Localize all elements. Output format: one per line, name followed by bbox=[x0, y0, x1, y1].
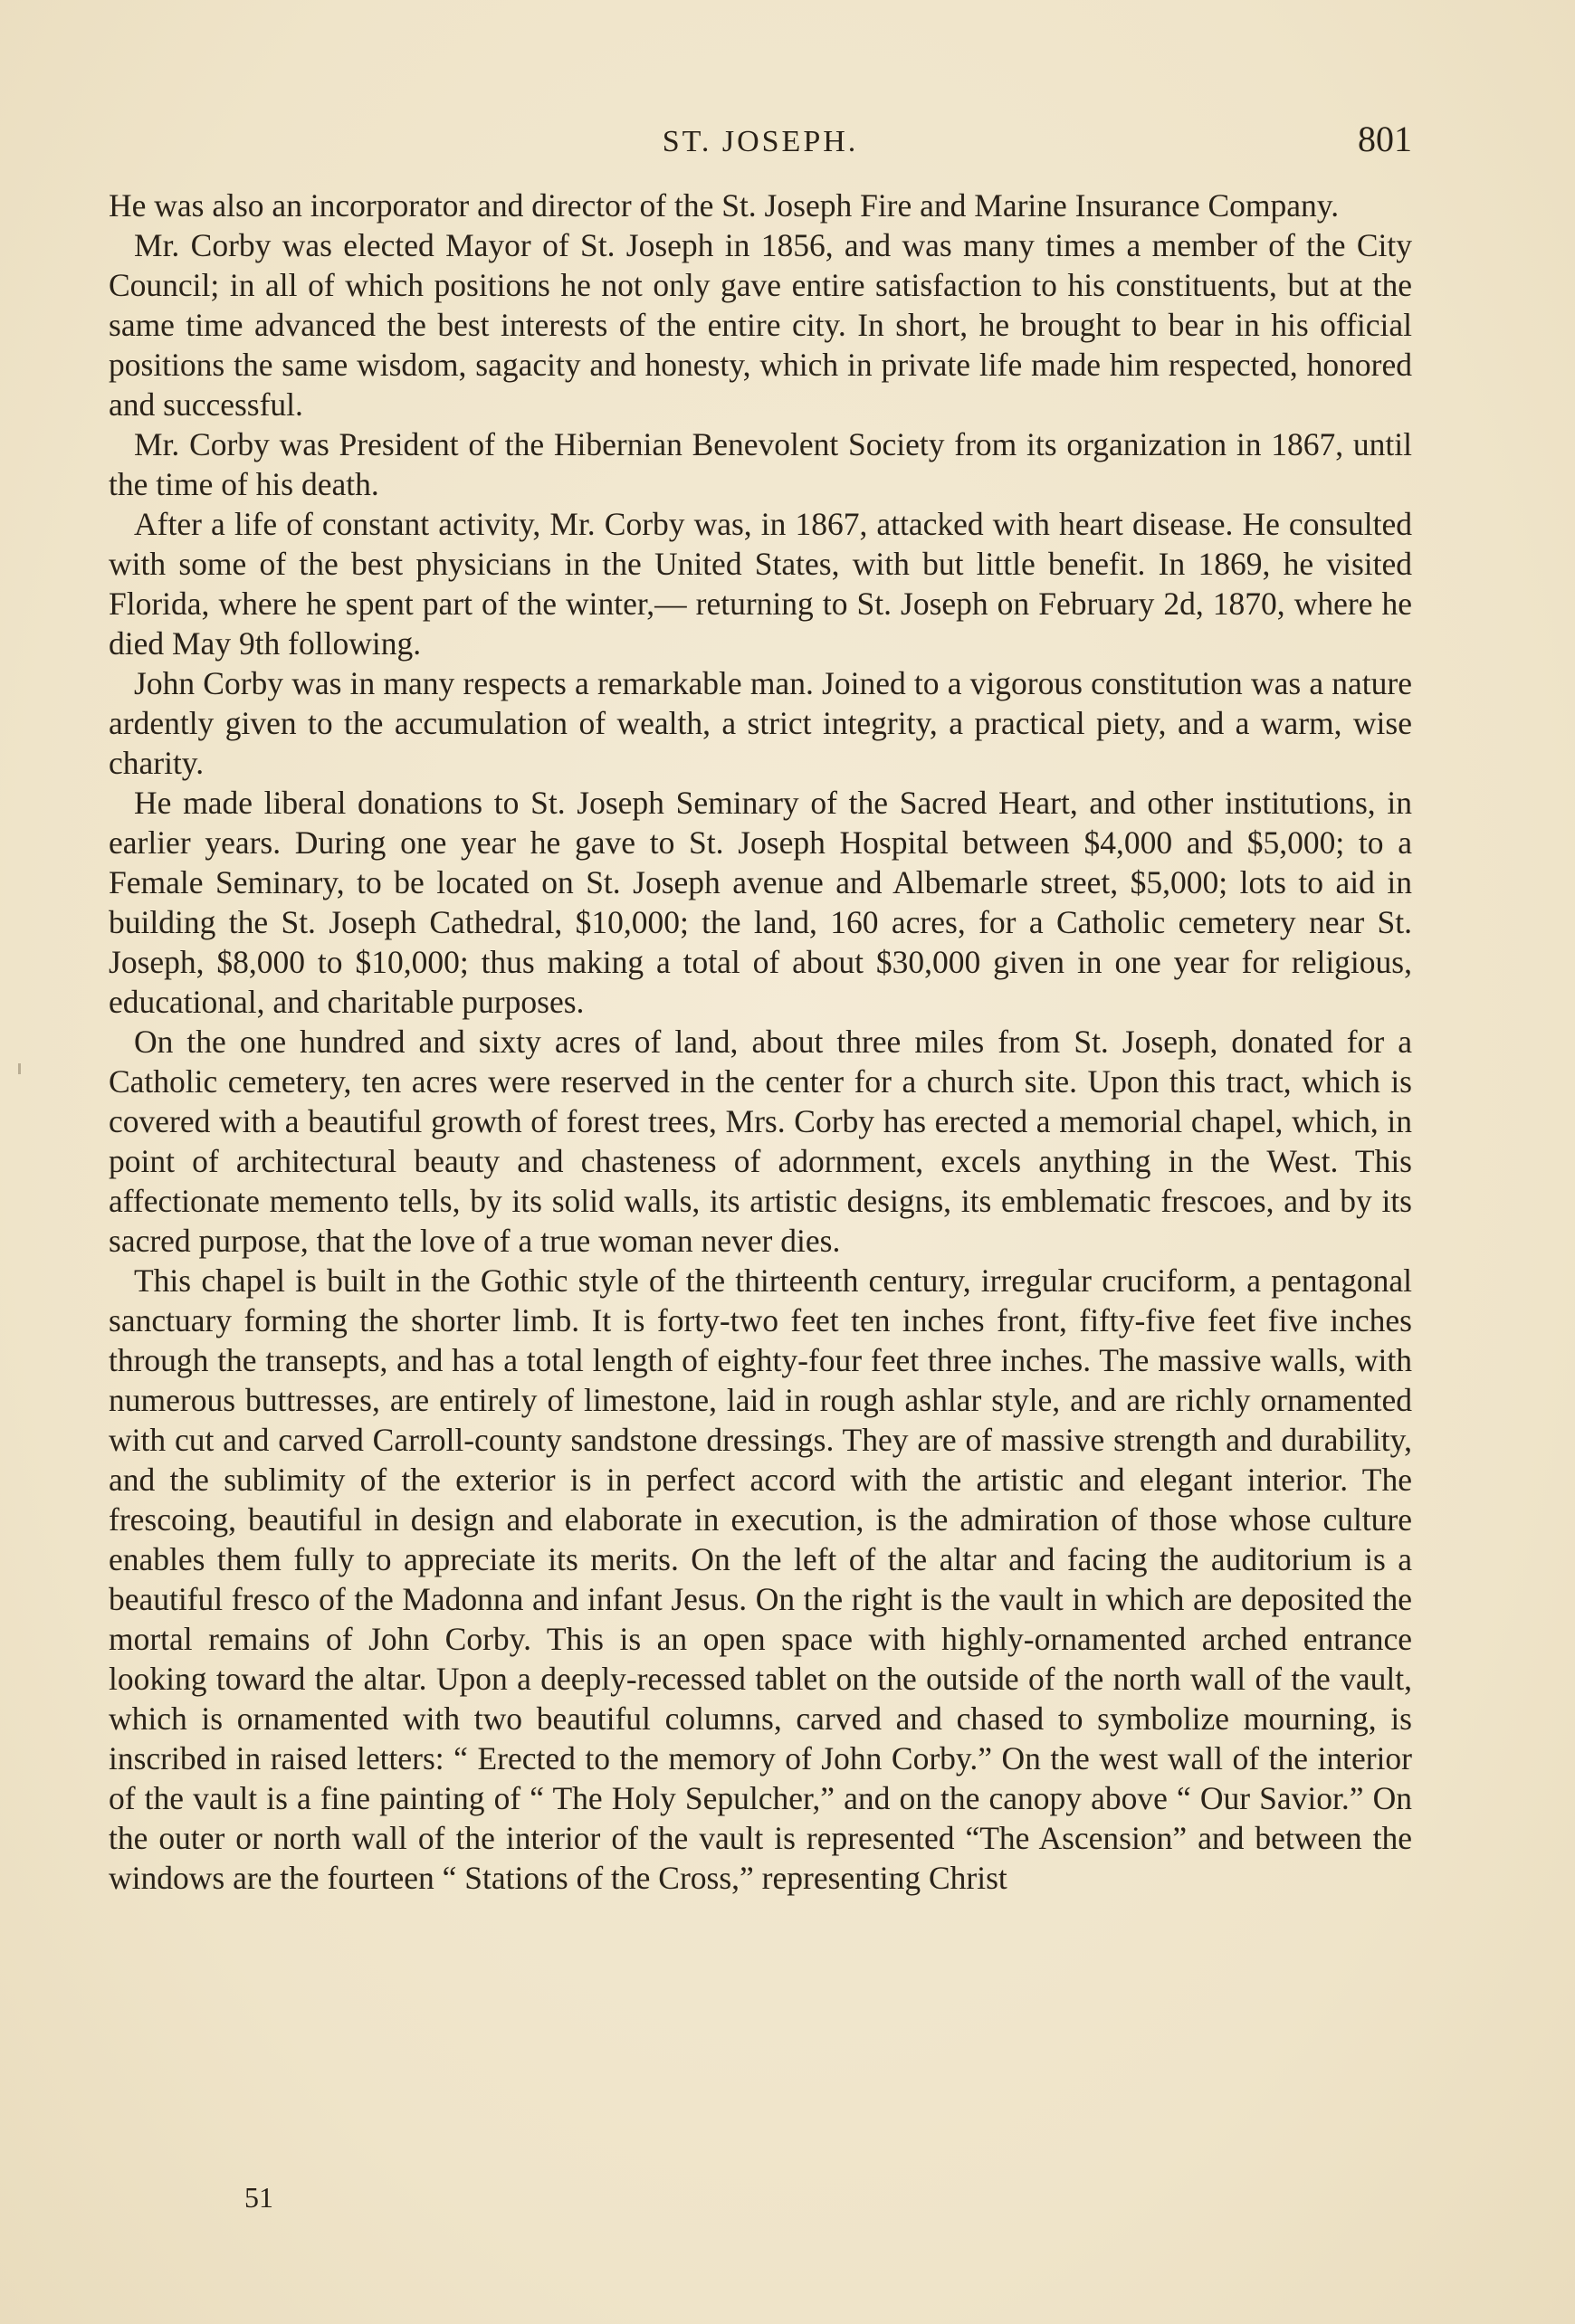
signature-mark: 51 bbox=[244, 2181, 273, 2214]
paragraph-chapel-description: This chapel is built in the Gothic style of the thirteenth century, irregular cruciform, a pentagonal sanctuary forming the shorter limb. It is forty-two feet ten inches front, fifty-five feet five inches through the transepts, and has a total length of eighty-four feet three inches. The massive walls, with numerous buttresses, are entirely of limestone, laid in rough ashlar style, and are richly ornamented with cut and carved Carroll-county sandstone dressings. They are of massive strength and durability, and the sublimity of the exterior is in perfect accord with the artistic and elegant interior. The frescoing, beautiful in design and elaborate in execution, is the admiration of those whose culture enables them fully to appreciate its merits. On the left of the altar and facing the auditorium is a beautiful fresco of the Madonna and infant Jesus. On the right is the vault in which are deposited the mortal remains of John Corby. This is an open space with highly-ornamented arched entrance looking toward the altar. Upon a deeply-recessed tablet on the outside of the north wall of the vault, which is ornamented with two beautiful columns, carved and chased to symbolize mourning, is inscribed in raised letters: “ Erected to the memory of John Corby.” On the west wall of the interior of the vault is a fine painting of “ The Holy Sepulcher,” and on the canopy above “ Our Savior.” On the outer or north wall of the interior of the vault is represented “The Ascension” and between the windows are the fourteen “ Stations of the Cross,” representing Christ bbox=[109, 1262, 1412, 1896]
body-text bbox=[109, 186, 1412, 1898]
paragraph-incorporator: He was also an incorporator and director of the St. Joseph Fire and Marine Insurance Company. bbox=[109, 187, 1340, 224]
paragraph-mayor: Mr. Corby was elected Mayor of St. Joseph in 1856, and was many times a member of the City Council; in all of which positions he not only gave entire satisfaction to his constituents, but at the same time advanced the best interests of the entire city. In short, he brought to bear in his official positions the same wisdom, sagacity and honesty, which in private life made him respected, honored and successful. bbox=[109, 227, 1412, 423]
paragraph-illness-and-death: After a life of constant activity, Mr. Corby was, in 1867, attacked with heart disease. He consulted with some of the best physicians in the United States, with but little benefit. In 1869, he visited Florida, where he spent part of the winter,— returning to St. Joseph on February 2d, 1870, where he died May 9th following. bbox=[109, 506, 1412, 662]
paragraph-donations: He made liberal donations to St. Joseph Seminary of the Sacred Heart, and other institutions, in earlier years. During one year he gave to St. Joseph Hospital between $4,000 and $5,000; to a Female Seminary, to be located on St. Joseph avenue and Albemarle street, $5,000; lots to aid in building the St. Joseph Cathedral, $10,000; the land, 160 acres, for a Catholic cemetery near St. Joseph, $8,000 to $10,000; thus making a total of about $30,000 given in one year for religious, educational, and charitable purposes. bbox=[109, 785, 1412, 1020]
running-title: ST. JOSEPH. bbox=[662, 125, 859, 158]
margin-speck bbox=[18, 1063, 21, 1074]
paragraph-memorial-chapel: On the one hundred and sixty acres of land, about three miles from St. Joseph, donated for a Catholic cemetery, ten acres were reserved in the center for a church site. Upon this tract, which is covered with a beautiful growth of forest trees, Mrs. Corby has erected a memorial chapel, which, in point of architectural beauty and chasteness of adornment, excels anything in the West. This affectionate memento tells, by its solid walls, its artistic designs, its emblematic frescoes, and by its sacred purpose, that the love of a true woman never dies. bbox=[109, 1024, 1412, 1259]
running-head bbox=[109, 118, 1412, 172]
page-number: 801 bbox=[1358, 119, 1412, 159]
paragraph-hibernian-society: Mr. Corby was President of the Hibernian Benevolent Society from its organization in 1867, until the time of his death. bbox=[109, 426, 1412, 502]
paragraph-character: John Corby was in many respects a remarkable man. Joined to a vigorous constitution was a nature ardently given to the accumulation of wealth, a strict integrity, a practical piety, and a warm, wise charity. bbox=[109, 665, 1412, 781]
